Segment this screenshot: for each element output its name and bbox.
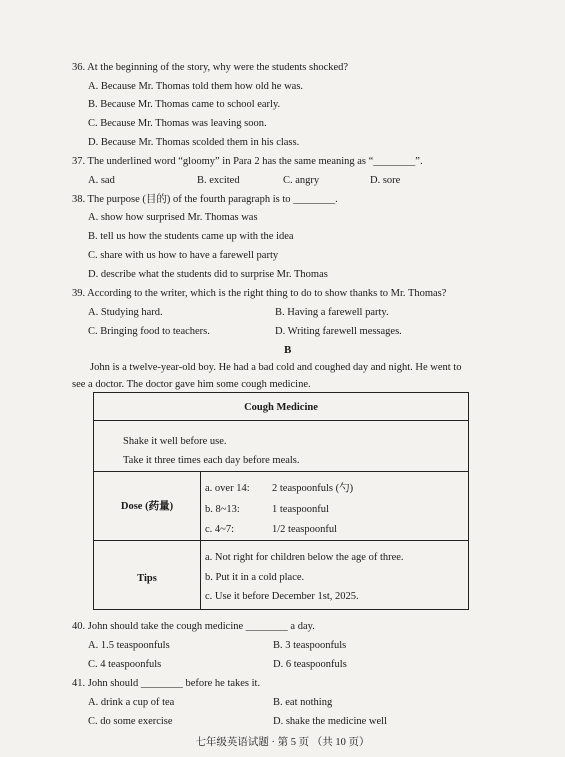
instruction-line-1: Shake it well before use. bbox=[123, 436, 227, 447]
tip-c: c. Use it before December 1st, 2025. bbox=[205, 591, 359, 602]
question-41-option-a: A. drink a cup of tea bbox=[88, 697, 175, 708]
dose-label: Dose (药量) bbox=[120, 501, 174, 512]
question-38-option-d: D. describe what the students did to surprise Mr. Thomas bbox=[88, 269, 328, 280]
question-37-option-b: B. excited bbox=[197, 175, 240, 186]
question-38-stem: 38. The purpose (目的) of the fourth paragraph is to ________. bbox=[72, 194, 338, 205]
question-36-stem: 36. At the beginning of the story, why were the students shocked? bbox=[72, 62, 349, 73]
page-footer: 七年级英语试题 · 第 5 页 （共 10 页） bbox=[195, 737, 370, 748]
question-40-option-a: A. 1.5 teaspoonfuls bbox=[88, 640, 170, 651]
section-b-passage-line-2: see a doctor. The doctor gave him some cough medicine. bbox=[72, 379, 311, 390]
dose-row-a-age: a. over 14: bbox=[205, 483, 250, 494]
question-39-option-d: D. Writing farewell messages. bbox=[275, 326, 402, 337]
tip-a: a. Not right for children below the age of three. bbox=[205, 552, 404, 563]
question-36-option-c: C. Because Mr. Thomas was leaving soon. bbox=[88, 118, 267, 129]
dose-row-b-amount: 1 teaspoonful bbox=[272, 504, 329, 515]
question-36-option-b: B. Because Mr. Thomas came to school early. bbox=[88, 99, 281, 110]
cough-medicine-table bbox=[93, 392, 469, 610]
question-39-option-b: B. Having a farewell party. bbox=[275, 307, 389, 318]
question-39-option-a: A. Studying hard. bbox=[88, 307, 163, 318]
question-36-option-d: D. Because Mr. Thomas scolded them in his class. bbox=[88, 137, 300, 148]
question-37-option-c: C. angry bbox=[283, 175, 320, 186]
question-41-option-c: C. do some exercise bbox=[88, 716, 173, 727]
question-38-option-b: B. tell us how the students came up with the idea bbox=[88, 231, 294, 242]
section-b-passage-line-1: John is a twelve-year-old boy. He had a bad cold and coughed day and night. He went to bbox=[90, 362, 462, 373]
dose-row-c-amount: 1/2 teaspoonful bbox=[272, 524, 338, 535]
question-41-option-d: D. shake the medicine well bbox=[273, 716, 388, 727]
question-38-option-a: A. show how surprised Mr. Thomas was bbox=[88, 212, 258, 223]
dose-row-b-age: b. 8~13: bbox=[205, 504, 240, 515]
question-40-option-b: B. 3 teaspoonfuls bbox=[273, 640, 347, 651]
question-40-option-d: D. 6 teaspoonfuls bbox=[273, 659, 347, 670]
dose-row-a-amount: 2 teaspoonfuls (勺) bbox=[272, 483, 354, 494]
question-37-stem: 37. The underlined word “gloomy” in Para 2 has the same meaning as “________”. bbox=[72, 156, 423, 167]
question-39-option-c: C. Bringing food to teachers. bbox=[88, 326, 210, 337]
question-36-option-a: A. Because Mr. Thomas told them how old he was. bbox=[88, 81, 304, 92]
question-40-stem: 40. John should take the cough medicine ________ a day. bbox=[72, 621, 315, 632]
question-39-stem: 39. According to the writer, which is the right thing to do to show thanks to Mr. Thomas? bbox=[72, 288, 447, 299]
tip-b: b. Put it in a cold place. bbox=[205, 572, 305, 583]
table-title: Cough Medicine bbox=[244, 402, 318, 413]
tips-label: Tips bbox=[137, 573, 157, 584]
question-38-option-c: C. share with us how to have a farewell party bbox=[88, 250, 279, 261]
question-41-option-b: B. eat nothing bbox=[273, 697, 333, 708]
instruction-line-2: Take it three times each day before meals. bbox=[123, 455, 300, 466]
question-37-option-d: D. sore bbox=[370, 175, 401, 186]
question-41-stem: 41. John should ________ before he takes it. bbox=[72, 678, 261, 689]
question-40-option-c: C. 4 teaspoonfuls bbox=[88, 659, 162, 670]
dose-row-c-age: c. 4~7: bbox=[205, 524, 235, 535]
section-b-heading: B bbox=[284, 344, 292, 356]
question-37-option-a: A. sad bbox=[88, 175, 115, 186]
